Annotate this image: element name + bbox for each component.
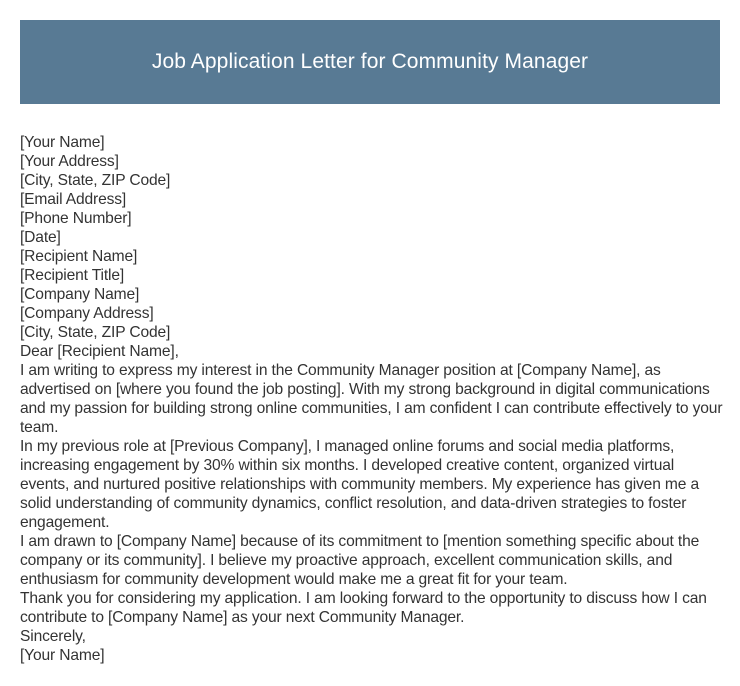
sender-phone: [Phone Number]: [20, 210, 132, 227]
page-title: Job Application Letter for Community Manager: [151, 50, 589, 73]
recipient-title: [Recipient Title]: [20, 267, 125, 284]
sender-email: [Email Address]: [20, 191, 127, 208]
paragraph-motivation: I am drawn to [Company Name] because of its commitment to [mention something specific about the company or its community]. I believe my proactive approach, excellent communication skills, and enthusiasm for community development would make me a great fit for your team.: [20, 533, 700, 588]
sender-name: [Your Name]: [20, 134, 105, 151]
recipient-company: [Company Name]: [20, 286, 140, 303]
sender-block: [20, 133, 724, 247]
letter-date: [Date]: [20, 229, 61, 246]
paragraph-experience: In my previous role at [Previous Company], I managed online forums and social media platforms, increasing engagement by 30% within six months. I developed creative content, organized virtual events, and nurtured positive relationships with community members. My experience has given me a solid understanding of community dynamics, conflict resolution, and data-driven strategies to foster engagement.: [20, 438, 699, 531]
closing: Sincerely,: [20, 628, 86, 645]
recipient-city-state-zip: [City, State, ZIP Code]: [20, 324, 171, 341]
signature: [Your Name]: [20, 647, 105, 664]
recipient-name: [Recipient Name]: [20, 248, 138, 265]
recipient-block: [20, 247, 724, 342]
page-header: [20, 20, 720, 104]
recipient-company-address: [Company Address]: [20, 305, 154, 322]
sender-address: [Your Address]: [20, 153, 119, 170]
paragraph-closing: Thank you for considering my application. I am looking forward to the opportunity to discuss how I can contribute to [Company Name] as your next Community Manager.: [20, 590, 707, 626]
letter-body: [20, 133, 724, 665]
sender-city-state-zip: [City, State, ZIP Code]: [20, 172, 171, 189]
paragraph-intro: I am writing to express my interest in the Community Manager position at [Company Name], as advertised on [where you found the job posting]. With my strong background in digital communications and my passion for building strong online communities, I am confident I can contribute effectively to your team.: [20, 362, 723, 436]
salutation: Dear [Recipient Name],: [20, 343, 179, 360]
